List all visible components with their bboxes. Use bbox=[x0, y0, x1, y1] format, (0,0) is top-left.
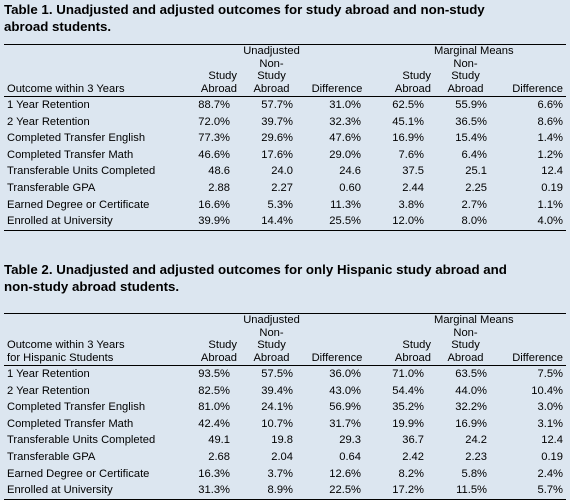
table2-col-outcome-2: for Hispanic Students bbox=[4, 352, 177, 366]
unadjusted-non-study-abroad: 14.4% bbox=[240, 213, 303, 230]
outcome-label: Enrolled at University bbox=[4, 482, 177, 499]
marginal-non-study-abroad: 2.7% bbox=[461, 198, 487, 211]
marginal-non-study-abroad: 16.9% bbox=[455, 417, 487, 430]
unadjusted-non-study-abroad: 2.04 bbox=[271, 450, 293, 463]
table1-col-study-2: Abroad bbox=[177, 83, 240, 97]
table2-group-marginal: Marginal Means bbox=[434, 314, 566, 327]
marginal-study-abroad: 45.1% bbox=[392, 115, 424, 128]
marginal-study-abroad: 35.2% bbox=[392, 401, 424, 414]
unadjusted-difference: 12.6% bbox=[329, 467, 361, 480]
outcome-label: Transferable Units Completed bbox=[7, 165, 156, 178]
table-row bbox=[4, 147, 566, 164]
marginal-study-abroad: 2.44 bbox=[402, 181, 424, 194]
unadjusted-study-abroad: 46.6% bbox=[198, 148, 230, 161]
unadjusted-study-abroad: 82.5% bbox=[198, 384, 230, 397]
unadjusted-non-study-abroad: 24.0 bbox=[271, 165, 293, 178]
unadjusted-difference: 29.3 bbox=[339, 434, 361, 447]
unadjusted-difference: 31.0% bbox=[329, 99, 361, 111]
table-row bbox=[4, 197, 566, 214]
table2-col-m-non-1: Non- bbox=[453, 326, 478, 339]
unadjusted-non-study-abroad: 5.3% bbox=[267, 198, 293, 211]
unadjusted-non-study-abroad: 24.1% bbox=[261, 401, 293, 414]
unadjusted-non-study-abroad: 3.7% bbox=[267, 467, 293, 480]
table1-col-m-non-2: Study bbox=[451, 70, 480, 82]
table1-col-m-non-3: Abroad bbox=[434, 83, 497, 97]
table1-group-marginal: Marginal Means bbox=[434, 45, 566, 58]
table-row bbox=[4, 130, 566, 147]
marginal-non-study-abroad: 2.23 bbox=[465, 450, 487, 463]
marginal-non-study-abroad: 11.5% bbox=[434, 482, 497, 499]
outcome-label: 1 Year Retention bbox=[7, 99, 90, 111]
marginal-difference: 0.19 bbox=[541, 450, 563, 463]
marginal-difference: 12.4 bbox=[541, 434, 563, 447]
unadjusted-study-abroad: 49.1 bbox=[208, 434, 230, 447]
table-row bbox=[4, 383, 566, 400]
marginal-study-abroad: 16.9% bbox=[392, 132, 424, 145]
unadjusted-non-study-abroad: 17.6% bbox=[261, 148, 293, 161]
table1-body bbox=[4, 97, 566, 231]
marginal-study-abroad: 19.9% bbox=[392, 417, 424, 430]
table1-col-outcome: Outcome within 3 Years bbox=[4, 83, 177, 97]
unadjusted-non-study-abroad: 2.27 bbox=[271, 181, 293, 194]
marginal-study-abroad: 12.0% bbox=[371, 213, 434, 230]
unadjusted-difference: 0.64 bbox=[339, 450, 361, 463]
marginal-difference: 0.19 bbox=[541, 181, 563, 194]
marginal-difference: 2.4% bbox=[537, 467, 563, 480]
outcome-label: Completed Transfer Math bbox=[7, 148, 134, 161]
table1-col-m-non-1: Non- bbox=[453, 57, 478, 70]
marginal-study-abroad: 54.4% bbox=[392, 384, 424, 397]
table2-caption bbox=[4, 261, 564, 295]
table-row bbox=[4, 114, 566, 131]
table2-col-m-study-1: Study bbox=[402, 339, 431, 351]
table2-body bbox=[4, 366, 566, 500]
marginal-difference: 5.7% bbox=[497, 482, 566, 499]
marginal-non-study-abroad: 32.2% bbox=[455, 401, 487, 414]
marginal-study-abroad: 2.42 bbox=[402, 450, 424, 463]
table2-col-non-2: Study bbox=[257, 339, 286, 351]
marginal-non-study-abroad: 8.0% bbox=[434, 213, 497, 230]
table2-col-m-diff: Difference bbox=[497, 352, 566, 366]
outcome-label: Earned Degree or Certificate bbox=[7, 198, 150, 211]
marginal-non-study-abroad: 24.2 bbox=[465, 434, 487, 447]
table2 bbox=[4, 313, 566, 500]
marginal-difference: 4.0% bbox=[497, 213, 566, 230]
marginal-non-study-abroad: 44.0% bbox=[455, 384, 487, 397]
marginal-study-abroad: 62.5% bbox=[392, 99, 424, 111]
marginal-study-abroad: 36.7 bbox=[402, 434, 424, 447]
unadjusted-study-abroad: 16.3% bbox=[198, 467, 230, 480]
table1-caption-line1: Table 1. Unadjusted and adjusted outcomes for study abroad and non-study bbox=[4, 2, 485, 17]
marginal-difference: 8.6% bbox=[537, 115, 563, 128]
table1-col-non-1: Non- bbox=[259, 57, 284, 70]
marginal-non-study-abroad: 5.8% bbox=[461, 467, 487, 480]
table2-col-m-study-2: Abroad bbox=[371, 352, 434, 366]
unadjusted-non-study-abroad: 29.6% bbox=[261, 132, 293, 145]
table1-group-unadjusted: Unadjusted bbox=[240, 45, 303, 58]
marginal-difference: 1.1% bbox=[537, 198, 563, 211]
unadjusted-study-abroad: 2.68 bbox=[208, 450, 230, 463]
unadjusted-difference: 36.0% bbox=[329, 368, 361, 380]
unadjusted-non-study-abroad: 19.8 bbox=[271, 434, 293, 447]
table1-col-non-3: Abroad bbox=[240, 83, 303, 97]
marginal-non-study-abroad: 55.9% bbox=[455, 99, 487, 111]
marginal-difference: 12.4 bbox=[541, 165, 563, 178]
outcome-label: Completed Transfer English bbox=[7, 132, 146, 145]
marginal-study-abroad: 8.2% bbox=[398, 467, 424, 480]
table-row bbox=[4, 399, 566, 416]
table2-col-m-non-2: Study bbox=[451, 339, 480, 351]
unadjusted-study-abroad: 39.9% bbox=[177, 213, 240, 230]
unadjusted-study-abroad: 81.0% bbox=[198, 401, 230, 414]
marginal-non-study-abroad: 63.5% bbox=[455, 368, 487, 380]
table2-col-m-non-3: Abroad bbox=[434, 352, 497, 366]
unadjusted-non-study-abroad: 39.7% bbox=[261, 115, 293, 128]
table-row bbox=[4, 416, 566, 433]
unadjusted-non-study-abroad: 10.7% bbox=[261, 417, 293, 430]
outcome-label: Transferable GPA bbox=[7, 450, 96, 463]
unadjusted-non-study-abroad: 57.7% bbox=[261, 99, 293, 111]
outcome-label: 2 Year Retention bbox=[7, 384, 90, 397]
table2-col-study-2: Abroad bbox=[177, 352, 240, 366]
marginal-non-study-abroad: 36.5% bbox=[455, 115, 487, 128]
marginal-non-study-abroad: 2.25 bbox=[465, 181, 487, 194]
table-row bbox=[4, 449, 566, 466]
unadjusted-study-abroad: 31.3% bbox=[177, 482, 240, 499]
table-row bbox=[4, 432, 566, 449]
marginal-non-study-abroad: 15.4% bbox=[455, 132, 487, 145]
table-row bbox=[4, 466, 566, 483]
marginal-difference: 10.4% bbox=[531, 384, 563, 397]
table-row bbox=[4, 163, 566, 180]
table-row bbox=[4, 366, 566, 383]
table1-col-m-study-1: Study bbox=[402, 70, 431, 82]
table-row bbox=[4, 180, 566, 197]
outcome-label: Completed Transfer English bbox=[7, 401, 146, 414]
unadjusted-study-abroad: 72.0% bbox=[198, 115, 230, 128]
table1-col-study-1: Study bbox=[208, 70, 237, 82]
table1-caption bbox=[4, 1, 564, 35]
marginal-study-abroad: 3.8% bbox=[398, 198, 424, 211]
table2-col-outcome-1: Outcome within 3 Years bbox=[7, 339, 125, 351]
table1-col-non-2: Study bbox=[257, 70, 286, 82]
table1-col-diff: Difference bbox=[303, 83, 371, 97]
marginal-difference: 3.1% bbox=[537, 417, 563, 430]
table-row bbox=[4, 213, 566, 230]
outcome-label: Completed Transfer Math bbox=[7, 417, 134, 430]
table1 bbox=[4, 44, 566, 231]
outcome-label: 2 Year Retention bbox=[7, 115, 90, 128]
table2-caption-line1: Table 2. Unadjusted and adjusted outcomes for only Hispanic study abroad and bbox=[4, 262, 507, 277]
unadjusted-study-abroad: 2.88 bbox=[208, 181, 230, 194]
marginal-difference: 7.5% bbox=[537, 368, 563, 380]
table2-col-non-1: Non- bbox=[259, 326, 284, 339]
table2-caption-line2: non-study abroad students. bbox=[4, 279, 180, 294]
marginal-study-abroad: 71.0% bbox=[392, 368, 424, 380]
unadjusted-study-abroad: 93.5% bbox=[198, 368, 230, 380]
outcome-label: Earned Degree or Certificate bbox=[7, 467, 150, 480]
outcome-label: Transferable GPA bbox=[7, 181, 96, 194]
table1-caption-line2: abroad students. bbox=[4, 19, 112, 34]
table1-col-m-study-2: Abroad bbox=[371, 83, 434, 97]
unadjusted-difference: 29.0% bbox=[329, 148, 361, 161]
marginal-study-abroad: 37.5 bbox=[402, 165, 424, 178]
table-row bbox=[4, 482, 566, 499]
outcome-label: 1 Year Retention bbox=[7, 368, 90, 380]
marginal-difference: 3.0% bbox=[537, 401, 563, 414]
marginal-difference: 6.6% bbox=[537, 99, 563, 111]
outcome-label: Transferable Units Completed bbox=[7, 434, 156, 447]
table1-col-m-diff: Difference bbox=[497, 83, 566, 97]
table2-col-non-3: Abroad bbox=[240, 352, 303, 366]
marginal-study-abroad: 17.2% bbox=[371, 482, 434, 499]
table2-group-unadjusted: Unadjusted bbox=[240, 314, 303, 327]
unadjusted-difference: 11.3% bbox=[330, 198, 361, 211]
outcome-label: Enrolled at University bbox=[4, 213, 177, 230]
unadjusted-study-abroad: 48.6 bbox=[208, 165, 230, 178]
unadjusted-study-abroad: 16.6% bbox=[198, 198, 230, 211]
unadjusted-difference: 0.60 bbox=[339, 181, 361, 194]
unadjusted-difference: 25.5% bbox=[303, 213, 371, 230]
table2-col-diff: Difference bbox=[303, 352, 371, 366]
unadjusted-study-abroad: 77.3% bbox=[198, 132, 230, 145]
marginal-non-study-abroad: 6.4% bbox=[461, 148, 487, 161]
unadjusted-difference: 56.9% bbox=[329, 401, 361, 414]
table2-header bbox=[4, 314, 566, 366]
marginal-non-study-abroad: 25.1 bbox=[465, 165, 487, 178]
unadjusted-non-study-abroad: 57.5% bbox=[261, 368, 293, 380]
unadjusted-non-study-abroad: 39.4% bbox=[261, 384, 293, 397]
unadjusted-difference: 47.6% bbox=[329, 132, 361, 145]
table2-col-study-1: Study bbox=[208, 339, 237, 351]
unadjusted-difference: 32.3% bbox=[329, 115, 361, 128]
unadjusted-difference: 31.7% bbox=[329, 417, 361, 430]
table-row bbox=[4, 97, 566, 114]
unadjusted-difference: 43.0% bbox=[329, 384, 361, 397]
unadjusted-difference: 22.5% bbox=[303, 482, 371, 499]
table1-header bbox=[4, 45, 566, 97]
unadjusted-difference: 24.6 bbox=[339, 165, 361, 178]
marginal-difference: 1.4% bbox=[537, 132, 563, 145]
marginal-study-abroad: 7.6% bbox=[398, 148, 424, 161]
unadjusted-study-abroad: 88.7% bbox=[198, 99, 230, 111]
marginal-difference: 1.2% bbox=[537, 148, 563, 161]
unadjusted-non-study-abroad: 8.9% bbox=[240, 482, 303, 499]
unadjusted-study-abroad: 42.4% bbox=[198, 417, 230, 430]
